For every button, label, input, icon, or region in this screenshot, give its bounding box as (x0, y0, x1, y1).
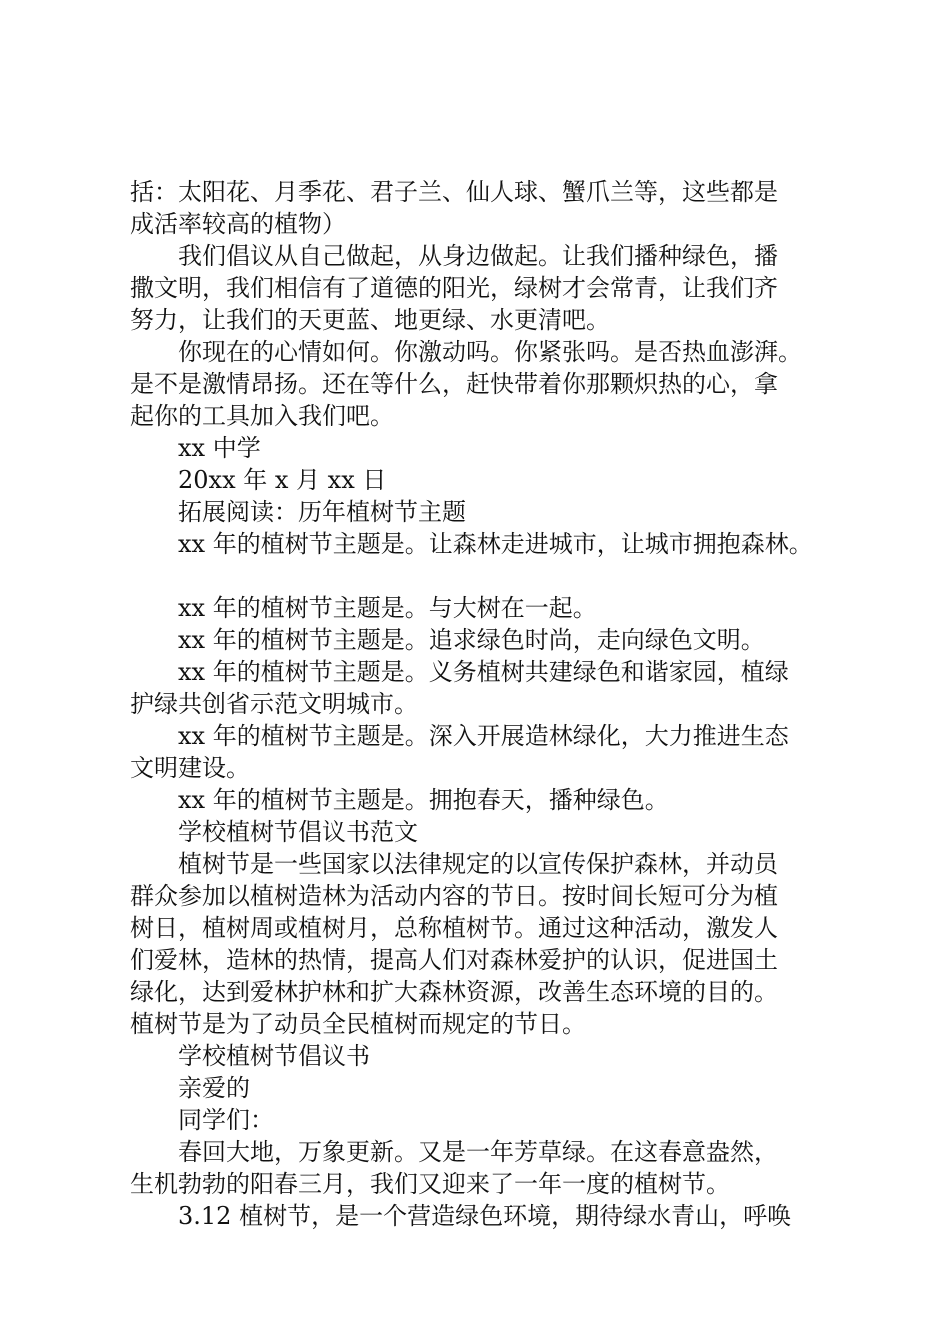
text-line: xx 年的植树节主题是。追求绿色时尚，走向绿色文明。 (178, 626, 765, 654)
text-line: 生机勃勃的阳春三月，我们又迎来了一年一度的植树节。 (130, 1170, 730, 1198)
text-line: 树日，植树周或植树月，总称植树节。通过这种活动，激发人 (130, 914, 778, 942)
text-line: 撒文明，我们相信有了道德的阳光，绿树才会常青，让我们齐 (130, 274, 778, 302)
text-line: 成活率较高的植物） (130, 210, 346, 238)
text-line: xx 年的植树节主题是。深入开展造林绿化，大力推进生态 (178, 722, 789, 750)
text-line: 括：太阳花、月季花、君子兰、仙人球、蟹爪兰等，这些都是 (130, 178, 778, 206)
text-line: 春回大地，万象更新。又是一年芳草绿。在这春意盎然， (178, 1138, 778, 1166)
text-line: 护绿共创省示范文明城市。 (130, 690, 418, 718)
text-line: 学校植树节倡议书范文 (178, 818, 418, 846)
text-line: xx 年的植树节主题是。拥抱春天，播种绿色。 (178, 786, 669, 814)
blank-line (130, 560, 840, 592)
text-line: 亲爱的 (178, 1074, 250, 1102)
text-line: 文明建设。 (130, 754, 250, 782)
text-line: 20xx 年 x 月 xx 日 (178, 466, 387, 494)
text-line: 绿化，达到爱林护林和扩大森林资源，改善生态环境的目的。 (130, 978, 778, 1006)
text-line: 植树节是一些国家以法律规定的以宣传保护森林，并动员 (178, 850, 778, 878)
text-line: xx 年的植树节主题是。与大树在一起。 (178, 594, 597, 622)
text-line: 我们倡议从自己做起，从身边做起。让我们播种绿色，播 (178, 242, 778, 270)
text-line: 同学们： (178, 1106, 274, 1134)
text-line: 们爱林，造林的热情，提高人们对森林爱护的认识，促进国土 (130, 946, 778, 974)
text-line: 植树节是为了动员全民植树而规定的节日。 (130, 1010, 586, 1038)
text-line: 起你的工具加入我们吧。 (130, 402, 394, 430)
text-line: xx 年的植树节主题是。让森林走进城市，让城市拥抱森林。 (178, 530, 813, 558)
text-line: 学校植树节倡议书 (178, 1042, 370, 1070)
text-line: 群众参加以植树造林为活动内容的节日。按时间长短可分为植 (130, 882, 778, 910)
text-line: 是不是激情昂扬。还在等什么，赶快带着你那颗炽热的心，拿 (130, 370, 778, 398)
text-line: 拓展阅读：历年植树节主题 (178, 498, 466, 526)
text-line: 你现在的心情如何。你激动吗。你紧张吗。是否热血澎湃。 (178, 338, 802, 366)
text-line: xx 年的植树节主题是。义务植树共建绿色和谐家园，植绿 (178, 658, 789, 686)
text-line: xx 中学 (178, 434, 261, 462)
text-line: 努力，让我们的天更蓝、地更绿、水更清吧。 (130, 306, 610, 334)
document-body (130, 176, 840, 1232)
text-line: 3.12 植树节，是一个营造绿色环境，期待绿水青山，呼唤 (178, 1202, 792, 1230)
